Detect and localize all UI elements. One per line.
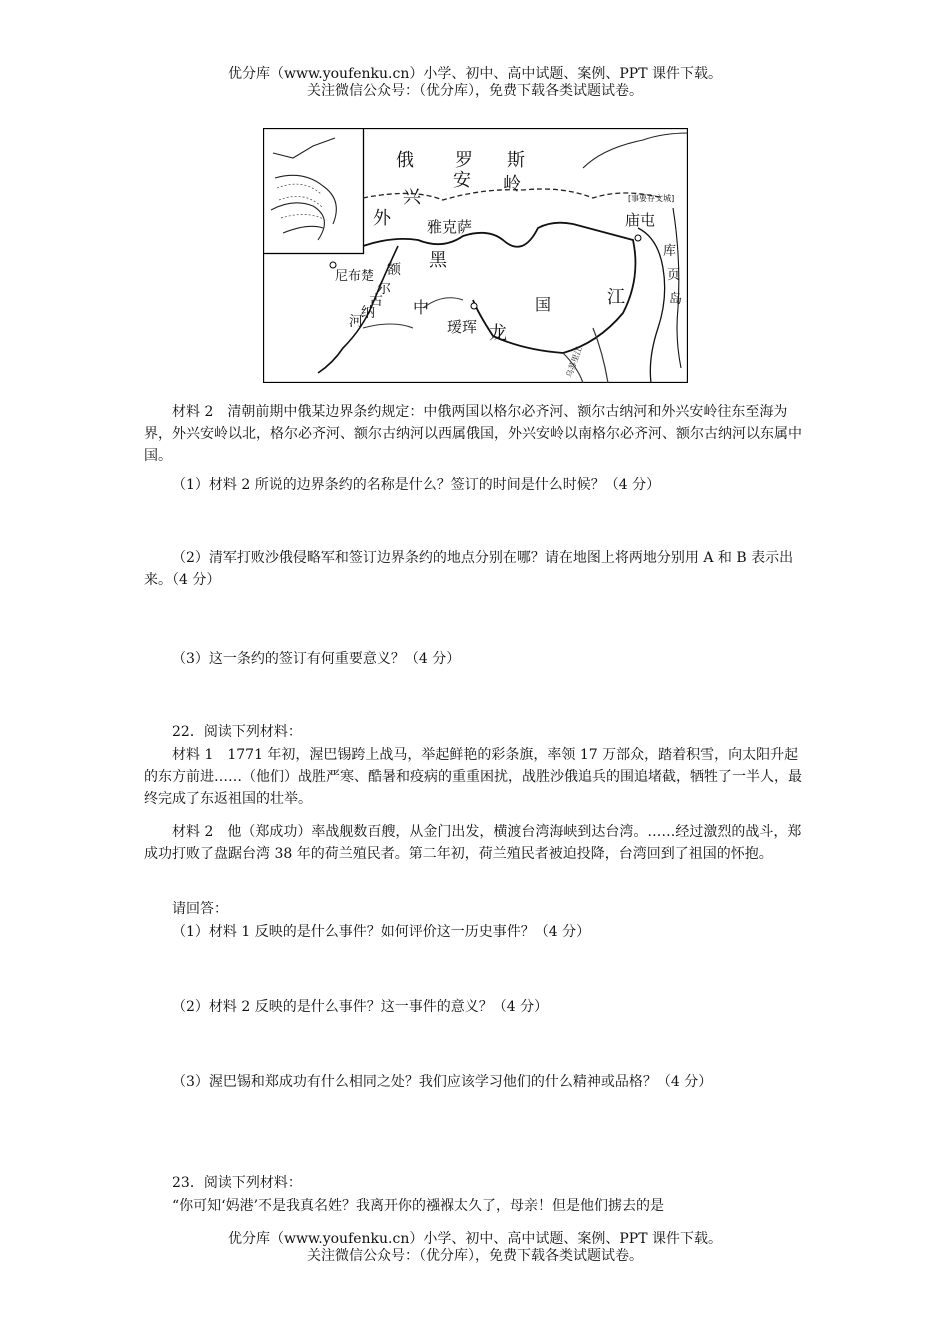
historical-map — [263, 128, 688, 383]
map-label-gu: 古 — [369, 293, 383, 309]
map-label-ling: 岭 — [503, 174, 521, 195]
map-label-hei: 黑 — [429, 250, 447, 271]
header-line-1: 优分库（www.youfenku.cn）小学、初中、高中试题、案例、PPT 课件下载。 — [227, 66, 722, 82]
q21-part2: （2）清军打败沙俄侵略军和签订边界条约的地点分别在哪？请在地图上将两地分别用 A 和 B 表示出来。（4 分） — [144, 550, 794, 588]
q22-material-1: 材料 1 1771 年初，渥巴锡跨上战马，举起鲜艳的彩条旗，率领 17 万部众，踏着积雪，向太阳升起的东方前进……（他们）战胜严寒、酷暑和疫病的重重困扰，战胜沙俄追兵的围追堵截，牺牲了一半人，最终完成了东返祖国的壮举。 — [144, 747, 802, 807]
q22-material-2: 材料 2 他（郑成功）率战舰数百艘，从金门出发，横渡台湾海峡到达台湾。……经过激烈的战斗，郑成功打败了盘踞台湾 38 年的荷兰殖民者。第二年初，荷兰殖民者被迫投降，台湾回到了祖国的怀抱。 — [144, 824, 802, 862]
inset-map-frame — [264, 129, 364, 254]
map-label-zhong: 中 — [413, 298, 430, 317]
header-line-2: 关注微信公众号：（优分库），免费下载各类试题试卷。 — [307, 83, 643, 99]
map-label-jiang: 江 — [607, 287, 625, 308]
map-label-xing: 兴 — [403, 187, 421, 208]
map-label-yakesa: 雅克萨 — [427, 218, 473, 236]
nerchinsk-marker — [330, 262, 336, 268]
map-label-long: 龙 — [489, 323, 507, 344]
map-label-na: 纳 — [361, 305, 375, 321]
material-2: 材料 2 清朝前期中俄某边界条约规定：中俄两国以格尔必齐河、额尔古纳河和外兴安岭往东至海为界，外兴安岭以北，格尔必齐河、额尔古纳河以西属俄国，外兴安岭以南格尔必齐河、额尔古纳河以东属中国。 — [144, 404, 802, 464]
map-label-he: 河 — [349, 314, 363, 330]
q22-part2: （2）材料 2 反映的是什么事件？这一事件的意义？（4 分） — [172, 999, 549, 1015]
q22-part3: （3）渥巴锡和郑成功有什么相同之处？我们应该学习他们的什么精神或品格？（4 分） — [172, 1074, 713, 1090]
map-label-e: 额 — [387, 262, 401, 278]
map-label-inset-note: [事要存文城] — [628, 194, 675, 203]
q23-title: 23．阅读下列材料： — [172, 1175, 302, 1191]
map-label-miaojie: 庙屯 — [625, 211, 656, 229]
q23-text: “你可知‘妈港’不是我真名姓？我离开你的襁褓太久了，母亲！但是他们掳去的是 — [172, 1198, 665, 1214]
map-label-er: 尔 — [377, 281, 391, 297]
q22-title: 22．阅读下列材料： — [172, 724, 302, 740]
map-label-nibuchu: 尼布楚 — [335, 269, 375, 284]
map-label-an: 安 — [453, 170, 471, 191]
map-label-ku: 库 — [663, 244, 677, 259]
aihui-marker — [471, 303, 477, 309]
page-footer — [0, 1231, 950, 1265]
q21-part1: （1）材料 2 所说的边界条约的名称是什么？签订的时间是什么时候？（4 分） — [172, 477, 661, 493]
miaojie-marker — [635, 235, 641, 241]
map-label-ye: 页 — [667, 268, 681, 283]
map-label-guo: 国 — [535, 295, 552, 314]
map-label-dao: 岛 — [669, 292, 683, 307]
map-label-russia-e: 俄 — [396, 150, 414, 171]
map-label-outer: 外 — [373, 208, 391, 229]
map-label-wusuli: 乌苏里江 — [564, 345, 584, 379]
q21-part3: （3）这一条约的签订有何重要意义？（4 分） — [172, 651, 461, 667]
map-label-russia-luo: 罗 — [455, 150, 473, 171]
q22-part1: （1）材料 1 反映的是什么事件？如何评价这一历史事件？（4 分） — [172, 924, 591, 940]
q22-prompt: 请回答： — [172, 901, 228, 917]
footer-line-2: 关注微信公众号：（优分库），免费下载各类试题试卷。 — [307, 1248, 643, 1264]
page-header — [0, 66, 950, 100]
footer-line-1: 优分库（www.youfenku.cn）小学、初中、高中试题、案例、PPT 课件下载。 — [227, 1231, 722, 1247]
map-label-russia-si: 斯 — [507, 150, 525, 171]
map-label-aihui: 瑷珲 — [447, 318, 478, 336]
